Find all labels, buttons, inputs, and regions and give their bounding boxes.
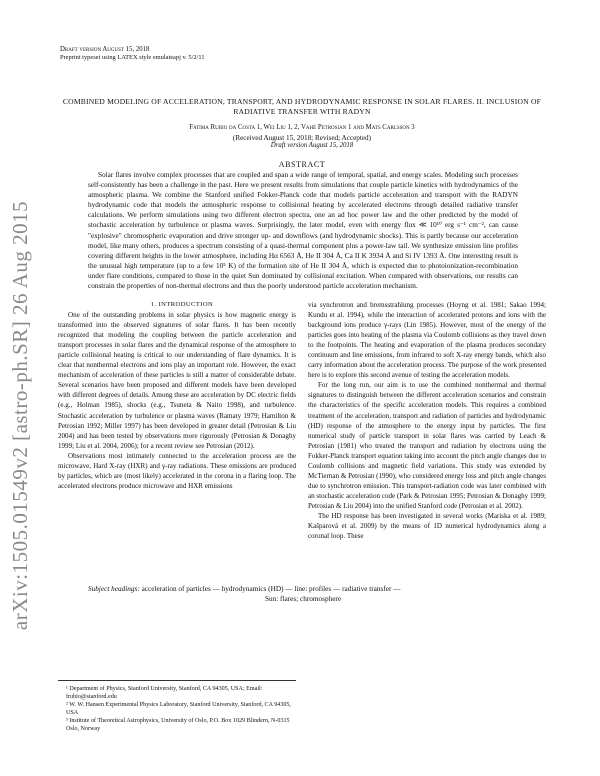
intro-paragraph-1: One of the outstanding problems in solar physics is how magnetic energy is transformed into the observed signatures of solar flares. It has been recently recognized that modeling the coupling between the particle acceleration and transport processes in solar flares and the dynamical response of the atmosphere to particle collisional heating is critical to our understanding of flare dynamics. It is clear that nonthermal electrons and ions play an important role. However, the exact mechanism of acceleration of these particles is still a matter of considerable debate. Several scenarios have been proposed and different models have been developed with different degrees of details. Among these are acceleration by DC electric fields (e.g., Holman 1985), shocks (e.g., Tsuneta & Naito 1998), and turbulence. Stochastic acceleration by turbulence or plasma waves (Ramaty 1979; Hamilton & Petrosian 1992; Miller 1997) has been developed in greater detail (Petrosian & Liu 2004) and has been tested by observations more rigorously (Petrosian & Donaghy 1999; Liu et al. 2004, 2006); for a recent review see Petrosian (2012). [58,311,296,450]
arxiv-stamp [6,180,36,650]
draft-line: Draft version August 15, 2018 [60,46,150,53]
preprint-info [60,46,205,62]
author-list: Fatima Rubio da Costa 1, Wei Liu 1, 2, Vahé Petrosian 1 and Mats Carlsson 3 [189,124,415,131]
footnote-1: ¹ Department of Physics, Stanford University, Stanford, CA 94305, USA; Email: frubio@stanford.edu [66,686,263,700]
subject-headings-label: Subject headings: [88,585,140,593]
abstract-text: Solar flares involve complex processes that are coupled and span a wide range of temporal, spatial, and energy scales. Modeling such processes self-consistently has been a challenge in the past. Here we present results from simulations that couple particle kinetics with hydrodynamics of the atmospheric plasma. We combine the Stanford unified Fokker-Planck code that models particle acceleration and transport with the RADYN hydrodynamic code that models the atmospheric response to collisional heating by accelerated electrons through detailed radiative transfer calculations. We perform simulations using two different electron spectra, one an ad hoc power law and the other predicted by the model of stochastic acceleration by turbulence or plasma waves. Surprisingly, the later model, even with energy flux ≪ 10¹⁰ erg s⁻¹ cm⁻², can cause "explosive" chromospheric evaporation and drive stronger up- and downflows (and hydrodynamic shocks). This is partly because our acceleration model, like many others, produces a spectrum consisting of a quasi-thermal component plus a power-law tail. We synthesize emission line profiles covering different heights in the lower atmosphere, including Hα 6563 Å, He II 304 Å, Ca II K 3934 Å and Si IV 1393 Å. One interesting result is the unusual high temperature (up to a few 10⁵ K) of the formation site of He II 304 Å, which is expected due to photoionization-recombination under flare conditions, compared to those in the quiet Sun dominated by collisional excitation. When compared with observations, our results can constrain the properties of non-thermal electrons and thus the poorly understood particle acceleration mechanism. [88,171,518,291]
intro-paragraph-2: Observations most intimately connected to the acceleration process are the microwave, Hard X-ray (HXR) and γ-ray radiations. These emissions are produced by particles, which are (most likely) accelerated in the corona in a flaring loop. The accelerated electrons produce microwave and HXR emissions [58,451,296,490]
left-column [58,300,296,491]
intro-paragraph-5: The HD response has been investigated in several works (Mariska et al. 1989; Kašparová et al. 2009) by the means of 1D numerical hydrodynamics along a coronal loop. These [308,511,546,541]
draft-version-date: Draft version August 15, 2018 [270,142,354,150]
footnotes [58,680,296,733]
subject-headings-line1: acceleration of particles — hydrodynamics (HD) — line: profiles — radiative transfer — [141,585,401,593]
received-date: (Received August 15, 2018; Revised; Accepted) [232,134,372,142]
subject-headings [88,584,518,604]
intro-paragraph-4: For the long run, our aim is to use the combined nonthermal and thermal signatures to distinguish between the different acceleration scenarios and constrain the characteristics of the specific acceleration models. This requires a combined treatment of the acceleration, transport and radiation of particles and hydrodynamic (HD) response of the atmosphere to the energy input by particles. The first numerical study of particle transport in solar flares was carried by Leach & Petrosian (1981) who treated the transport and radiation by electrons using the Fokker-Planck transport equation taking into account the pitch angle changes due to Coulomb collisions and magnetic field variations. This study was extended by McTiernan & Petrosian (1990), who considered energy loss and pitch angle changes due to synchrotron emission. This transport-radiation code was later combined with an stochastic acceleration code (Park & Petrosian 1995; Petrosian & Donaghy 1999; Petrosian & Liu 2004) into the unified Stanford code (Petrosian et al. 2002). [308,381,546,510]
section-heading-introduction: 1. INTRODUCTION [150,301,214,308]
paper-title: COMBINED MODELING OF ACCELERATION, TRANSPORT, AND HYDRODYNAMIC RESPONSE IN SOLAR FLARES. II. INCLUSION OF RADIATIVE TRANSFER WITH RADYN [62,97,542,116]
arxiv-stamp-text: arXiv:1505.01549v2 [astro-ph.SR] 26 Aug 2015 [8,200,33,630]
right-column [308,300,546,541]
intro-paragraph-3: via synchrotron and bremsstrahlung processes (Hoyng et al. 1981; Sakao 1994; Kundu et al. 1994), while the interaction of accelerated protons and ions with the background ions produce γ-rays (Lin 1985). However, most of the energy of the particles goes into heating of the plasma via Coulomb collisions as they travel down to the footpoints. The heating and evaporation of the plasma produces secondary continuum and line emissions, from infrared to soft X-ray energy bands, which also carry information about the acceleration process. The purpose of the work presented here is to explore this second avenue of testing the acceleration models. [308,301,546,380]
footnote-2: ² W. W. Hansen Experimental Physics Laboratory, Stanford University, Stanford, CA 94305, USA [66,702,291,716]
dates-block [60,134,544,151]
style-line: Preprint typeset using LATEX style emulateapj v. 5/2/11 [60,54,205,61]
subject-headings-line2: Sun: flares; chromosphere [264,595,342,603]
abstract-heading: ABSTRACT [278,160,326,169]
footnote-3: ³ Institute of Theoretical Astrophysics, University of Oslo, P.O. Box 1029 Blindern, N-0315 Oslo, Norway [66,718,290,732]
